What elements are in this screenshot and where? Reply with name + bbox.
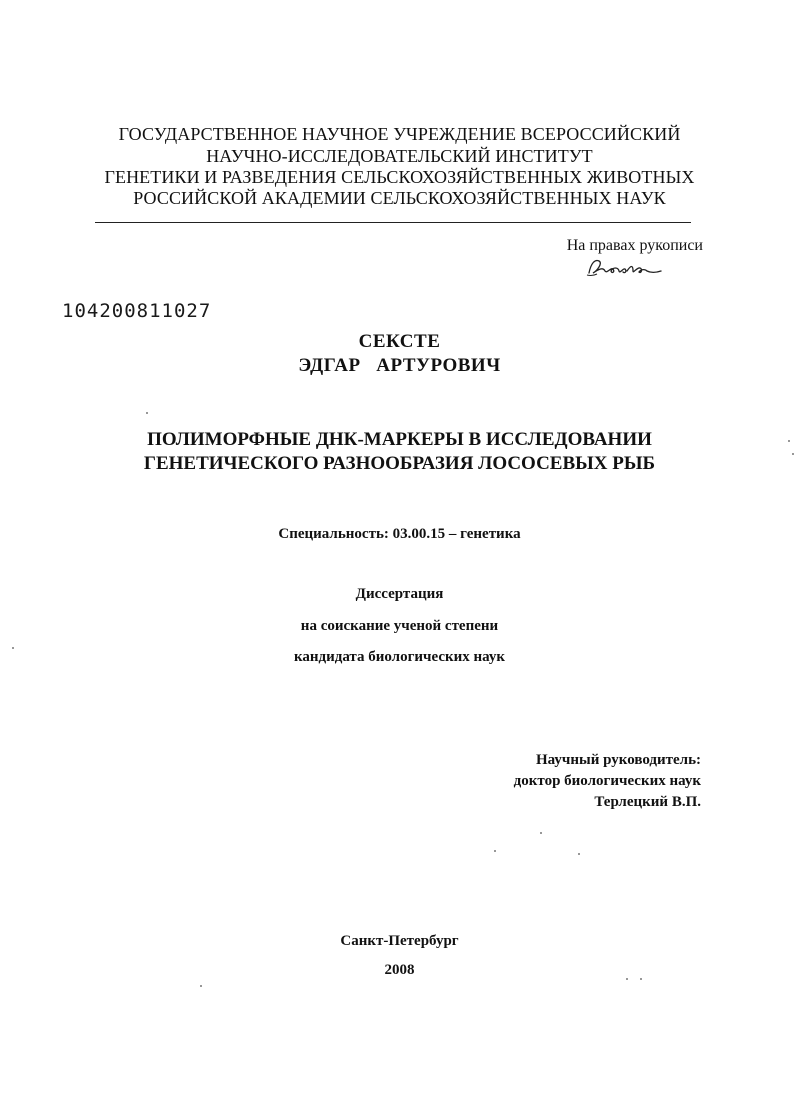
scan-speck — [540, 832, 542, 834]
city: Санкт-Петербург — [340, 933, 459, 949]
institution-line-1: ГОСУДАРСТВЕННОЕ НАУЧНОЕ УЧРЕЖДЕНИЕ ВСЕРОССИЙСКИЙ — [118, 124, 681, 144]
scan-speck — [792, 453, 794, 455]
handwritten-signature — [585, 255, 665, 281]
scan-speck — [494, 850, 496, 852]
institution-line-4: РОССИЙСКОЙ АКАДЕМИИ СЕЛЬСКОХОЗЯЙСТВЕННЫХ НАУК — [133, 188, 666, 208]
degree-line-1: на соискание ученой степени — [300, 618, 499, 634]
degree-line-2: кандидата биологических наук — [293, 649, 506, 665]
author-given-names: ЭДГАР АРТУРОВИЧ — [298, 355, 501, 376]
scan-speck — [788, 440, 790, 442]
supervisor-degree: доктор биологических наук — [513, 773, 701, 789]
catalog-stamp-number: 104200811027 — [62, 300, 212, 322]
scan-speck — [640, 978, 642, 980]
supervisor-name: Терлецкий В.П. — [594, 794, 701, 810]
specialty: Специальность: 03.00.15 – генетика — [278, 526, 521, 542]
institution-line-3: ГЕНЕТИКИ И РАЗВЕДЕНИЯ СЕЛЬСКОХОЗЯЙСТВЕННЫХ ЖИВОТНЫХ — [104, 167, 695, 187]
year: 2008 — [384, 962, 415, 978]
dissertation-title-line-2: ГЕНЕТИЧЕСКОГО РАЗНООБРАЗИЯ ЛОСОСЕВЫХ РЫБ — [143, 453, 656, 474]
scan-speck — [626, 978, 628, 980]
header-divider — [95, 222, 691, 223]
author-surname: СЕКСТЕ — [358, 331, 441, 352]
scan-speck — [200, 985, 202, 987]
scan-speck — [146, 412, 148, 414]
supervisor-label: Научный руководитель: — [536, 752, 701, 768]
work-type: Диссертация — [355, 586, 444, 602]
scan-speck — [578, 853, 580, 855]
manuscript-rights-note: На правах рукописи — [566, 237, 703, 254]
dissertation-title-line-1: ПОЛИМОРФНЫЕ ДНК-МАРКЕРЫ В ИССЛЕДОВАНИИ — [147, 429, 652, 450]
scan-speck — [12, 647, 14, 649]
institution-line-2: НАУЧНО-ИССЛЕДОВАТЕЛЬСКИЙ ИНСТИТУТ — [206, 146, 593, 166]
